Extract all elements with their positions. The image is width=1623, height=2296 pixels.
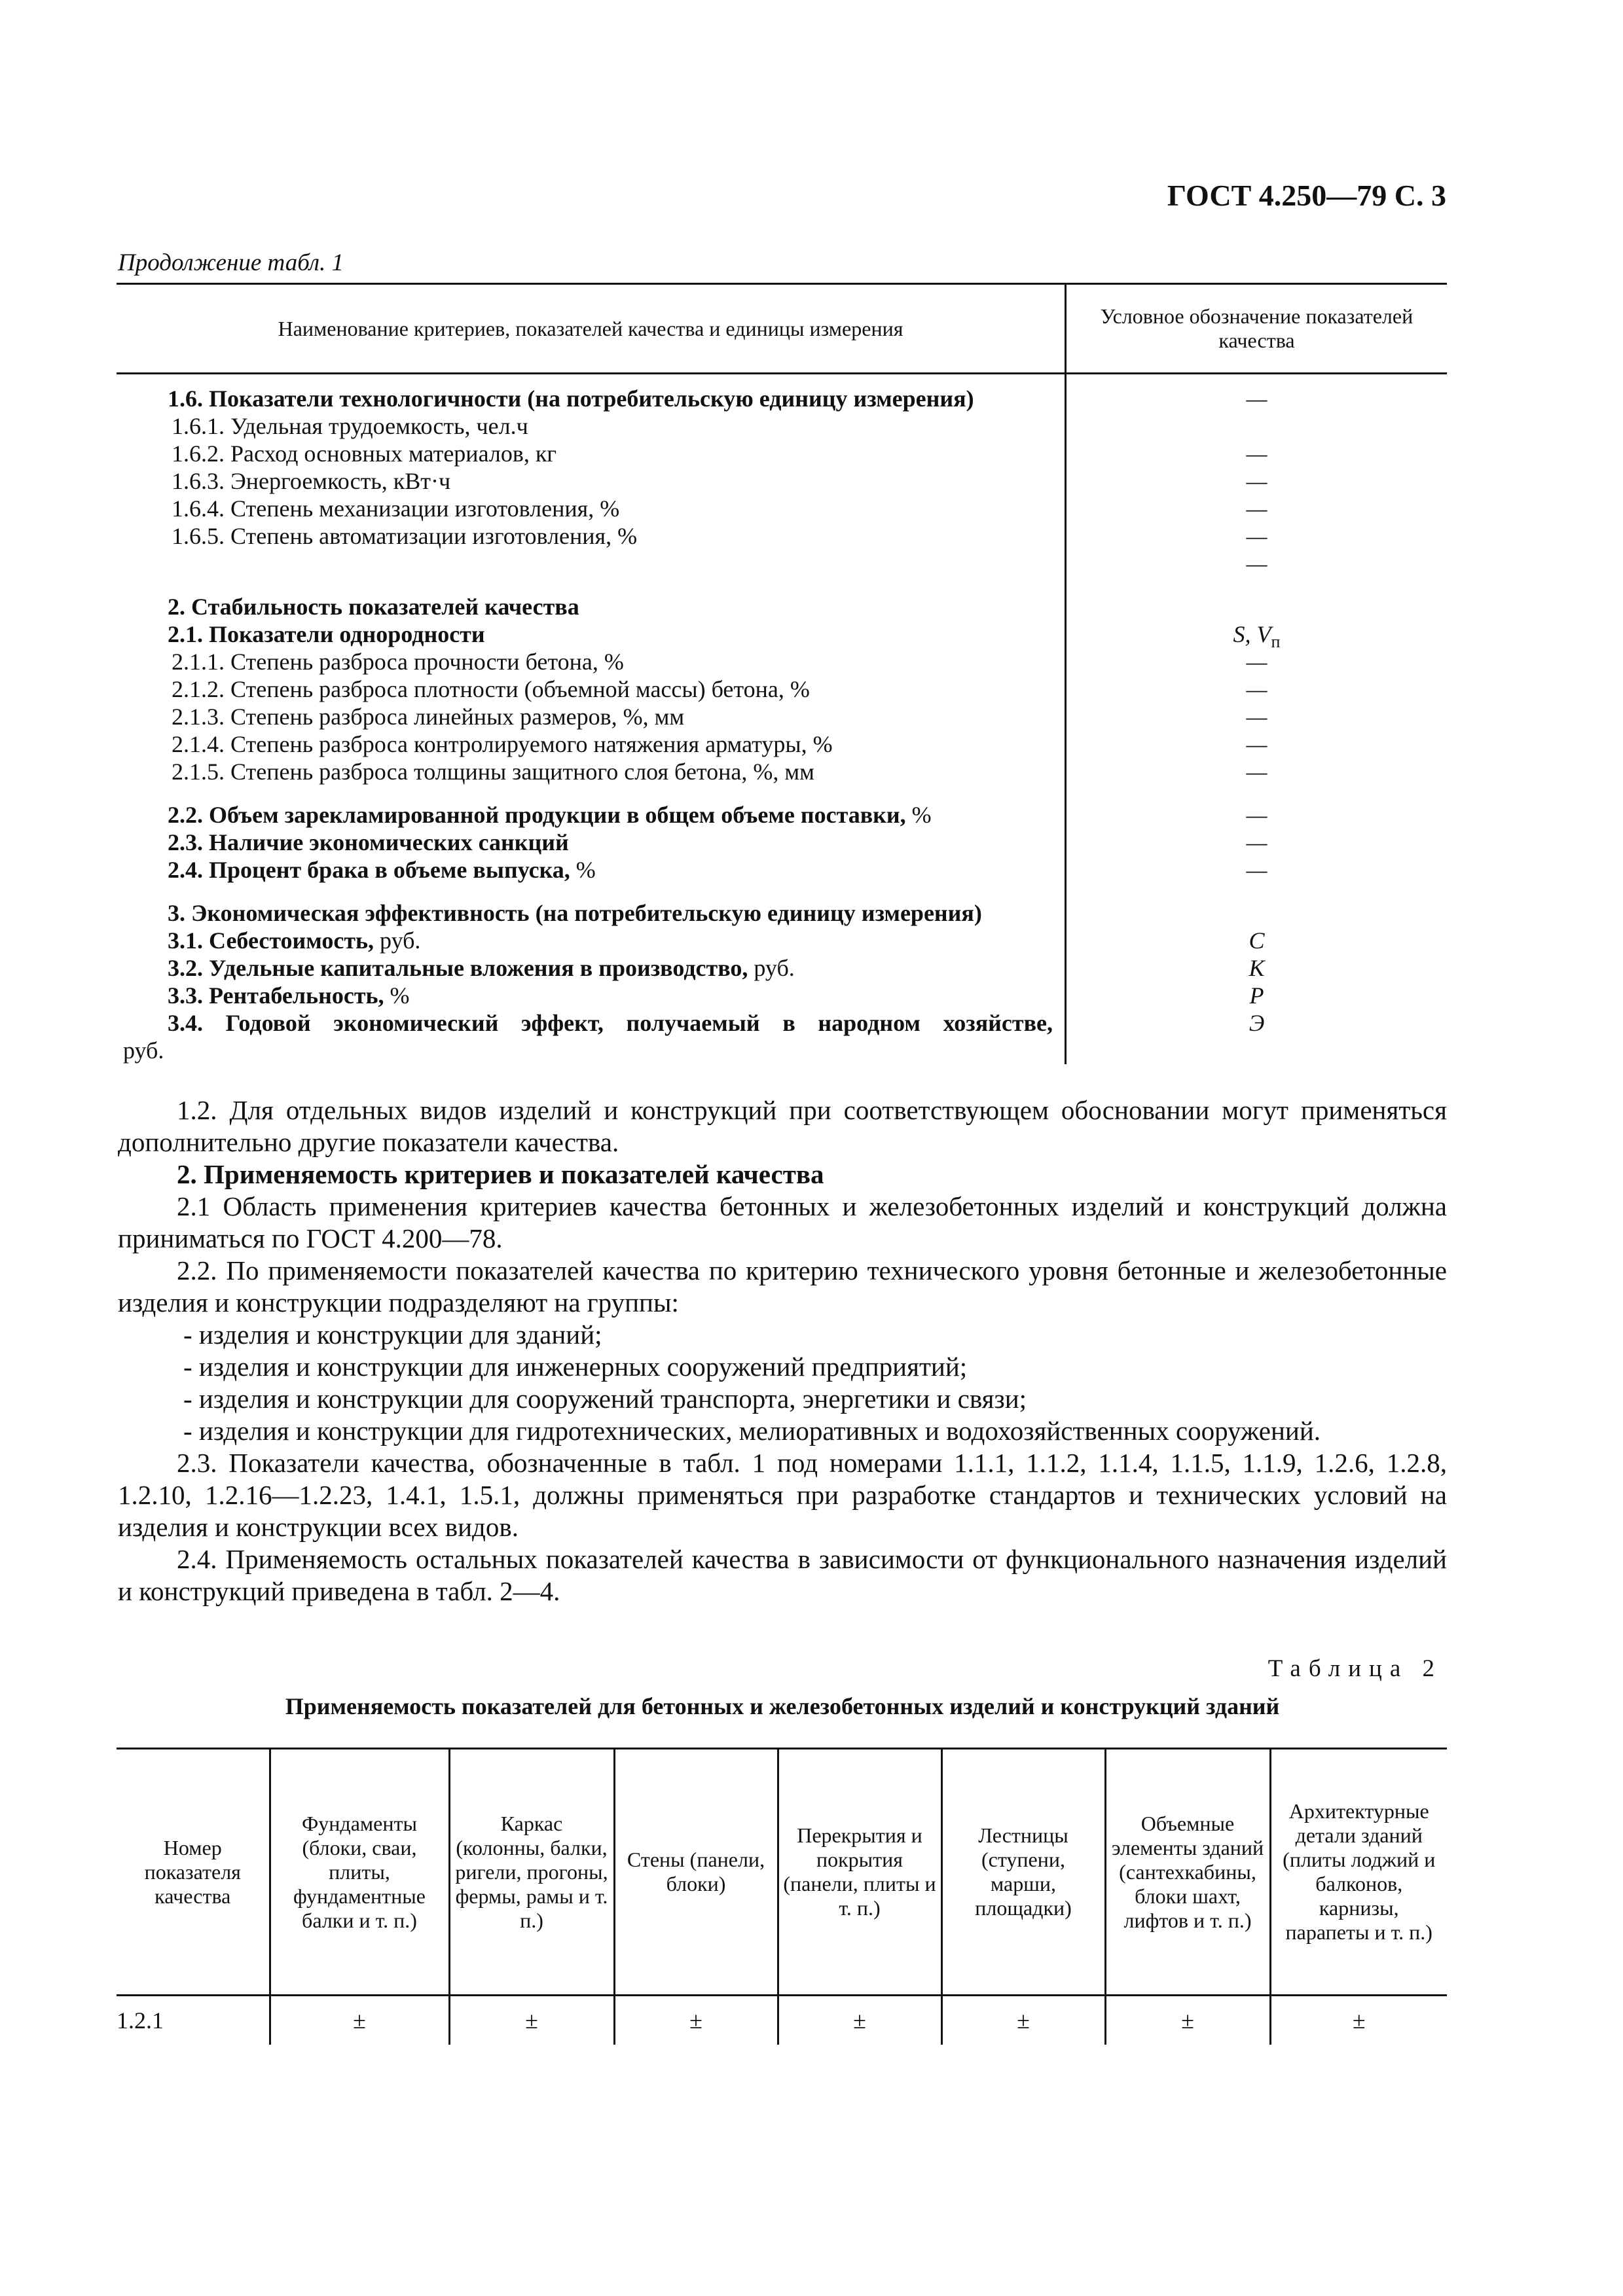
table-cell: ± [941,1996,1105,2045]
row-label: 1.6.3. Энергоемкость, кВт·ч [172,468,451,494]
row-symbol: Э [1249,1010,1265,1036]
row-symbol: — [1246,857,1267,883]
paragraph: 2.2. По применяемости показателей качества по критерию технического уровня бетонные и железобетонные изделия и конструкции подразделяют на группы: [118,1255,1447,1318]
row-symbol: — [1246,802,1267,828]
row-label: 3.1. Себестоимость, руб. [168,927,421,954]
table-1-header [117,283,1447,374]
row-symbol [1067,412,1447,440]
section-heading: 2. Применяемость критериев и показателей качества [177,1159,824,1189]
row-symbol: — [1246,550,1267,577]
row-label: 1.6.2. Расход основных материалов, кг [172,440,557,467]
row-label: 1.6.5. Степень автоматизации изготовления, % [172,523,638,549]
table-cell: ± [778,1996,941,2045]
row-symbol: — [1246,759,1267,785]
column-header-name: Наименование критериев, показателей качества и единицы измерения [278,316,903,340]
row-symbol: — [1246,523,1267,549]
paragraph: 2.3. Показатели качества, обозначенные в табл. 1 под номерами 1.1.1, 1.1.2, 1.1.4, 1.1.5, 1.1.9, 1.2.6, 1.2.8, 1.2.10, 1.2.16—1.2.23, 1.4.1, 1.5.1, должны применяться при разработке стандартов и технических условий на изделия и конструкции всех видов. [118,1448,1447,1542]
row-symbol: — [1246,386,1267,412]
row-symbol: — [1246,649,1267,675]
row-symbol: — [1246,468,1267,494]
list-item: - изделия и конструкции для гидротехнических, мелиоративных и водохозяйственных сооружений. [183,1416,1321,1446]
column-header: Лестницы (ступени, марши, площадки) [941,1749,1105,1996]
column-header: Перекрытия и покрытия (панели, плиты и т. п.) [778,1749,941,1996]
table-2-label: Таблица 2 [1267,1655,1442,1682]
row-label-justified: 3.4. Годовой экономический эффект, получаемый в народном хозяйстве, [168,1010,1053,1036]
table-cell: ± [1270,1996,1447,2045]
table-1-symbols [1065,374,1447,1064]
table-cell: 1.2.1 [117,2007,164,2034]
table-row [117,1996,1447,2045]
row-label: 3.3. Рентабельность, % [168,982,410,1009]
row-label: 2. Стабильность показателей качества [168,594,579,620]
row-label: 1.6.1. Удельная трудоемкость, чел.ч [172,413,528,439]
column-header: Архитектурные детали зданий (плиты лоджий и балконов, карнизы, парапеты и т. п.) [1270,1749,1447,1996]
row-symbol: K [1249,955,1265,981]
row-symbol: — [1246,440,1267,467]
column-header: Каркас (колонны, балки, ригели, прогоны, фермы, рамы и т. п.) [449,1749,614,1996]
row-symbol: — [1246,495,1267,522]
column-header-symbol: Условное обозначение показателей качества [1065,285,1447,372]
column-header: Номер показателя качества [117,1749,270,1996]
row-label: 2.4. Процент брака в объеме выпуска, % [168,857,596,883]
table-continuation-caption: Продолжение табл. 1 [118,249,344,276]
column-header: Фундаменты (блоки, сваи, плиты, фундаментные балки и т. п.) [270,1749,449,1996]
paragraph: 1.2. Для отдельных видов изделий и конструкций при соответствующем обосновании могут применяться дополнительно другие показатели качества. [118,1095,1447,1157]
table-cell: ± [449,1996,614,2045]
row-label: 3. Экономическая эффективность (на потребительскую единицу измерения) [168,900,982,926]
row-label: 1.6. Показатели технологичности (на потребительскую единицу измерения) [168,386,974,412]
row-symbol: S, $V_п$ [1233,621,1281,652]
row-symbol: — [1246,731,1267,757]
body-text [118,1094,1447,1607]
paragraph: 2.4. Применяемость остальных показателей качества в зависимости от функционального назначения изделий и конструкций приведена в табл. 2—4. [118,1544,1447,1606]
row-symbol: — [1246,676,1267,702]
row-symbol: — [1246,704,1267,730]
row-symbol: — [1246,829,1267,855]
row-label: 2.3. Наличие экономических санкций [168,829,569,855]
list-item: - изделия и конструкции для инженерных сооружений предприятий; [183,1352,968,1382]
list-item: - изделия и конструкции для сооружений транспорта, энергетики и связи; [183,1384,1027,1414]
row-symbol: C [1249,927,1265,954]
column-header: Объемные элементы зданий (сантехкабины, блоки шахт, лифтов и т. п.) [1105,1749,1270,1996]
table-2-header-row [117,1749,1447,1996]
row-label: 2.1.4. Степень разброса контролируемого натяжения арматуры, % [172,731,833,757]
row-label: 1.6.4. Степень механизации изготовления, % [172,495,620,522]
table-1-labels [117,374,1065,1064]
table-2 [117,1748,1447,2045]
column-header: Стены (панели, блоки) [614,1749,778,1996]
table-1 [117,283,1447,1064]
row-label: 3.2. Удельные капитальные вложения в производство, руб. [168,955,795,981]
table-cell: ± [614,1996,778,2045]
row-label: 2.1.3. Степень разброса линейных размеров, %, мм [172,704,685,730]
table-cell: ± [1105,1996,1270,2045]
table-2-title: Применяемость показателей для бетонных и железобетонных изделий и конструкций зданий [285,1693,1280,1719]
paragraph: 2.1 Область применения критериев качества бетонных и железобетонных изделий и конструкций должна приниматься по ГОСТ 4.200—78. [118,1191,1447,1253]
table-cell: ± [270,1996,449,2045]
page-header: ГОСТ 4.250—79 С. 3 [1167,179,1446,212]
row-symbol [1067,593,1447,620]
row-label-continuation: руб. [123,1037,164,1064]
row-label: 2.1.5. Степень разброса толщины защитного слоя бетона, %, мм [172,759,814,785]
list-item: - изделия и конструкции для зданий; [183,1319,602,1350]
row-symbol [1067,899,1447,927]
row-label: 2.1. Показатели однородности [168,621,485,647]
row-symbol: P [1249,982,1264,1009]
row-label: 2.1.1. Степень разброса прочности бетона, % [172,649,624,675]
row-label: 2.1.2. Степень разброса плотности (объемной массы) бетона, % [172,676,810,702]
row-label: 2.2. Объем зарекламированной продукции в общем объеме поставки, % [168,802,932,828]
table-1-body [117,374,1447,1064]
